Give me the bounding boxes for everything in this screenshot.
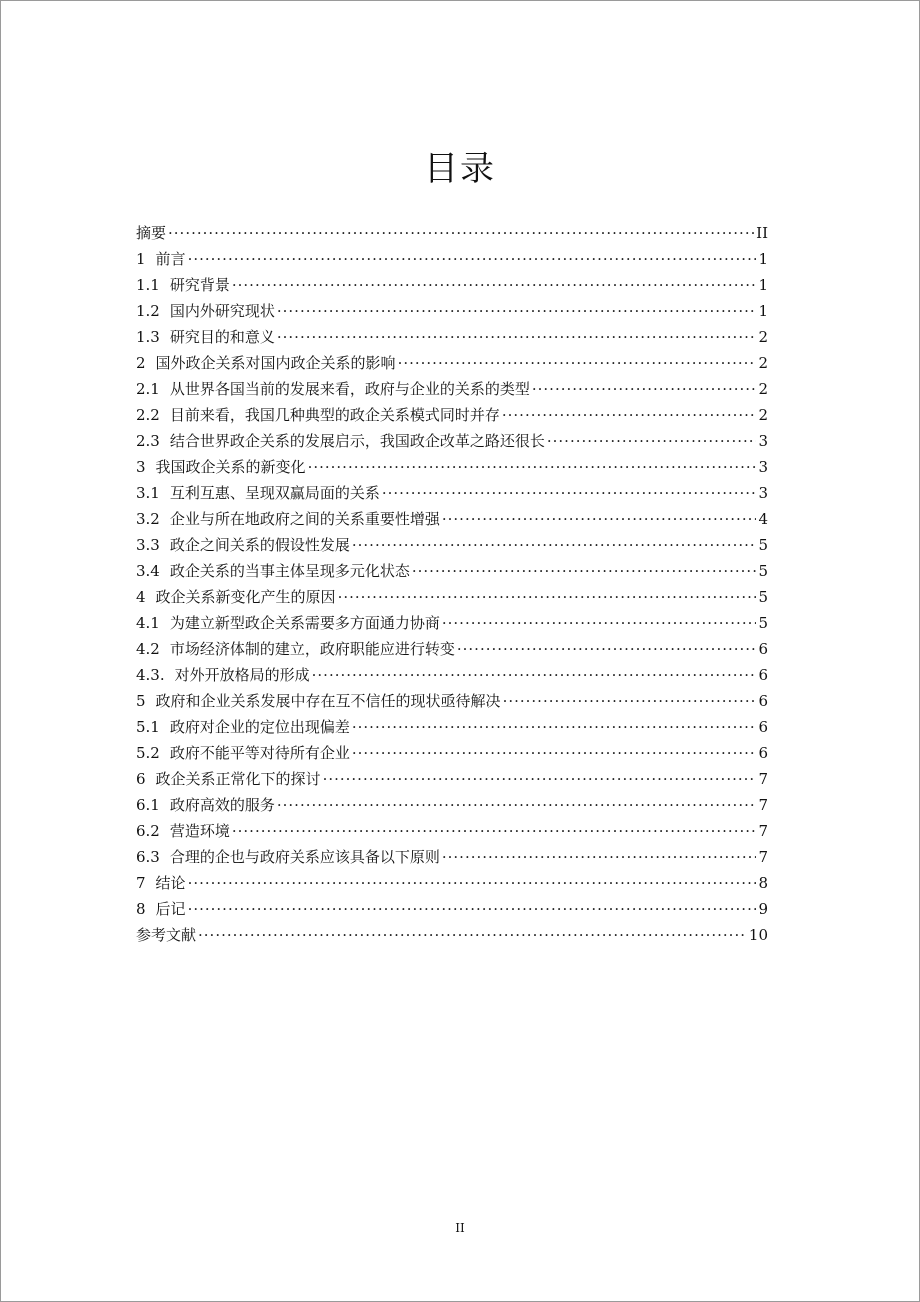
toc-entry-page: 7 [758,796,768,814]
toc-entry-page: 1 [758,250,768,268]
toc-entry-number: 6.1 [136,796,160,814]
toc-entry[interactable] [136,792,768,818]
toc-entry-page: 5 [758,588,768,606]
toc-entry-page: 6 [758,718,768,736]
toc-entry-page: 10 [748,926,768,944]
toc-entry-number: 3 [136,458,146,476]
toc-dot-leader [532,376,757,402]
toc-entry[interactable] [136,688,768,714]
page-title: 目录 [424,149,496,189]
toc-entry[interactable] [136,298,768,324]
toc-entry[interactable] [136,636,768,662]
toc-dot-leader [232,818,757,844]
toc-entry-number: 1.3 [136,328,160,346]
toc-dot-leader [308,454,757,480]
toc-dot-leader [442,844,757,870]
toc-entry-title: 我国政企关系的新变化 [155,458,306,476]
toc-entry-number: 5.1 [136,718,160,736]
toc-dot-leader [352,532,757,558]
toc-entry[interactable] [136,818,768,844]
toc-entry-title: 前言 [155,250,186,268]
toc-entry[interactable] [136,350,768,376]
toc-dot-leader [547,428,757,454]
toc-entry-title: 为建立新型政企关系需要多方面通力协商 [169,614,440,632]
toc-entry-title: 互利互惠、呈现双赢局面的关系 [169,484,380,502]
toc-entry-number: 5 [136,692,146,710]
toc-entry-page: 1 [758,302,768,320]
toc-dot-leader [457,636,757,662]
toc-entry-page: 7 [758,848,768,866]
toc-entry-page: 8 [758,874,768,892]
toc-entry-number: 4.1 [136,614,160,632]
toc-entry-title: 政府不能平等对待所有企业 [169,744,350,762]
toc-entry-page: 2 [758,354,768,372]
toc-entry-page: 6 [758,640,768,658]
toc-entry-title: 国外政企关系对国内政企关系的影响 [155,354,396,372]
toc-entry-number: 3.2 [136,510,160,528]
toc-entry-title: 市场经济体制的建立，政府职能应进行转变 [169,640,455,658]
toc-entry-title: 政企关系的当事主体呈现多元化状态 [169,562,410,580]
toc-dot-leader [352,740,757,766]
toc-entry-page: 3 [758,432,768,450]
toc-entry[interactable] [136,402,768,428]
toc-entry-number: 6.3 [136,848,160,866]
toc-entry-page: 5 [758,614,768,632]
toc-entry-page: II [756,224,768,242]
toc-entry-title: 政企关系新变化产生的原因 [155,588,336,606]
toc-entry[interactable] [136,896,768,922]
toc-dot-leader [277,324,757,350]
toc-entry-number: 4.3. [136,666,165,684]
toc-entry-title: 企业与所在地政府之间的关系重要性增强 [169,510,440,528]
toc-entry-number: 2.3 [136,432,160,450]
toc-entry-number: 7 [136,874,146,892]
toc-entry-page: 6 [758,744,768,762]
toc-entry-title: 营造环境 [169,822,230,840]
toc-entry[interactable] [136,324,768,350]
toc-entry[interactable] [136,220,768,246]
toc-entry[interactable] [136,558,768,584]
toc-dot-leader [338,584,757,610]
toc-entry-page: 5 [758,562,768,580]
toc-entry-page: 7 [758,770,768,788]
toc-dot-leader [168,220,754,246]
toc-entry-title: 对外开放格局的形成 [174,666,310,684]
toc-dot-leader [277,298,757,324]
toc-entry[interactable] [136,714,768,740]
toc-dot-leader [442,610,757,636]
toc-dot-leader [188,246,757,272]
toc-entry[interactable] [136,428,768,454]
toc-entry-title: 参考文献 [136,926,197,944]
toc-entry-number: 6 [136,770,146,788]
toc-dot-leader [382,480,757,506]
toc-entry-number: 4.2 [136,640,160,658]
toc-dot-leader [188,870,757,896]
toc-entry-number: 1.2 [136,302,160,320]
toc-entry-page: 2 [758,380,768,398]
toc-dot-leader [188,896,757,922]
toc-entry-page: 9 [758,900,768,918]
toc-entry[interactable] [136,506,768,532]
toc-entry[interactable] [136,610,768,636]
toc-entry-number: 3.3 [136,536,160,554]
toc-entry-number: 8 [136,900,146,918]
toc-dot-leader [232,272,757,298]
toc-entry-title: 后记 [155,900,186,918]
toc-entry-title: 政企之间关系的假设性发展 [169,536,350,554]
toc-entry-page: 3 [758,458,768,476]
toc-entry-page: 4 [758,510,768,528]
toc-dot-leader [442,506,757,532]
toc-entry-title: 政企关系正常化下的探讨 [155,770,321,788]
toc-entry-title: 从世界各国当前的发展来看，政府与企业的关系的类型 [169,380,530,398]
toc-entry-page: 7 [758,822,768,840]
toc-entry[interactable] [136,766,768,792]
toc-dot-leader [412,558,757,584]
toc-entry[interactable] [136,922,768,948]
toc-entry-title: 合理的企也与政府关系应该具备以下原则 [169,848,440,866]
toc-entry-number: 2.1 [136,380,160,398]
toc-entry[interactable] [136,480,768,506]
toc-entry-number: 5.2 [136,744,160,762]
toc-entry-number: 1.1 [136,276,160,294]
toc-dot-leader [502,402,757,428]
toc-dot-leader [398,350,757,376]
toc-dot-leader [503,688,757,714]
toc-entry[interactable] [136,454,768,480]
toc-dot-leader [323,766,757,792]
toc-entry-number: 3.1 [136,484,160,502]
toc-entry-page: 1 [758,276,768,294]
toc-entry[interactable] [136,272,768,298]
toc-entry[interactable] [136,532,768,558]
toc-entry-title: 政府高效的服务 [169,796,275,814]
toc-entry-page: 2 [758,406,768,424]
toc-entry[interactable] [136,376,768,402]
toc-entry[interactable] [136,662,768,688]
toc-entry-number: 2.2 [136,406,160,424]
footer-page-number: II [455,1221,465,1235]
toc-entry-page: 5 [758,536,768,554]
toc-entry-title: 摘要 [136,224,167,242]
toc-entry-number: 3.4 [136,562,160,580]
toc-entry-number: 4 [136,588,146,606]
table-of-contents [136,220,768,948]
toc-entry[interactable] [136,870,768,896]
toc-entry-title: 研究目的和意义 [169,328,275,346]
toc-entry-title: 结合世界政企关系的发展启示，我国政企改革之路还很长 [169,432,545,450]
toc-entry-title: 政府和企业关系发展中存在互不信任的现状亟待解决 [155,692,501,710]
toc-entry-title: 国内外研究现状 [169,302,275,320]
toc-dot-leader [277,792,757,818]
toc-dot-leader [352,714,757,740]
toc-entry-number: 6.2 [136,822,160,840]
toc-entry-title: 结论 [155,874,186,892]
toc-entry-page: 6 [758,666,768,684]
toc-entry-number: 2 [136,354,146,372]
toc-entry-title: 研究背景 [169,276,230,294]
toc-entry-title: 目前来看，我国几种典型的政企关系模式同时并存 [169,406,500,424]
toc-entry[interactable] [136,246,768,272]
toc-entry-number: 1 [136,250,146,268]
toc-entry-title: 政府对企业的定位出现偏差 [169,718,350,736]
toc-entry[interactable] [136,844,768,870]
toc-dot-leader [198,922,747,948]
toc-dot-leader [312,662,757,688]
toc-entry-page: 6 [758,692,768,710]
toc-entry[interactable] [136,584,768,610]
toc-entry-page: 2 [758,328,768,346]
toc-entry[interactable] [136,740,768,766]
toc-entry-page: 3 [758,484,768,502]
